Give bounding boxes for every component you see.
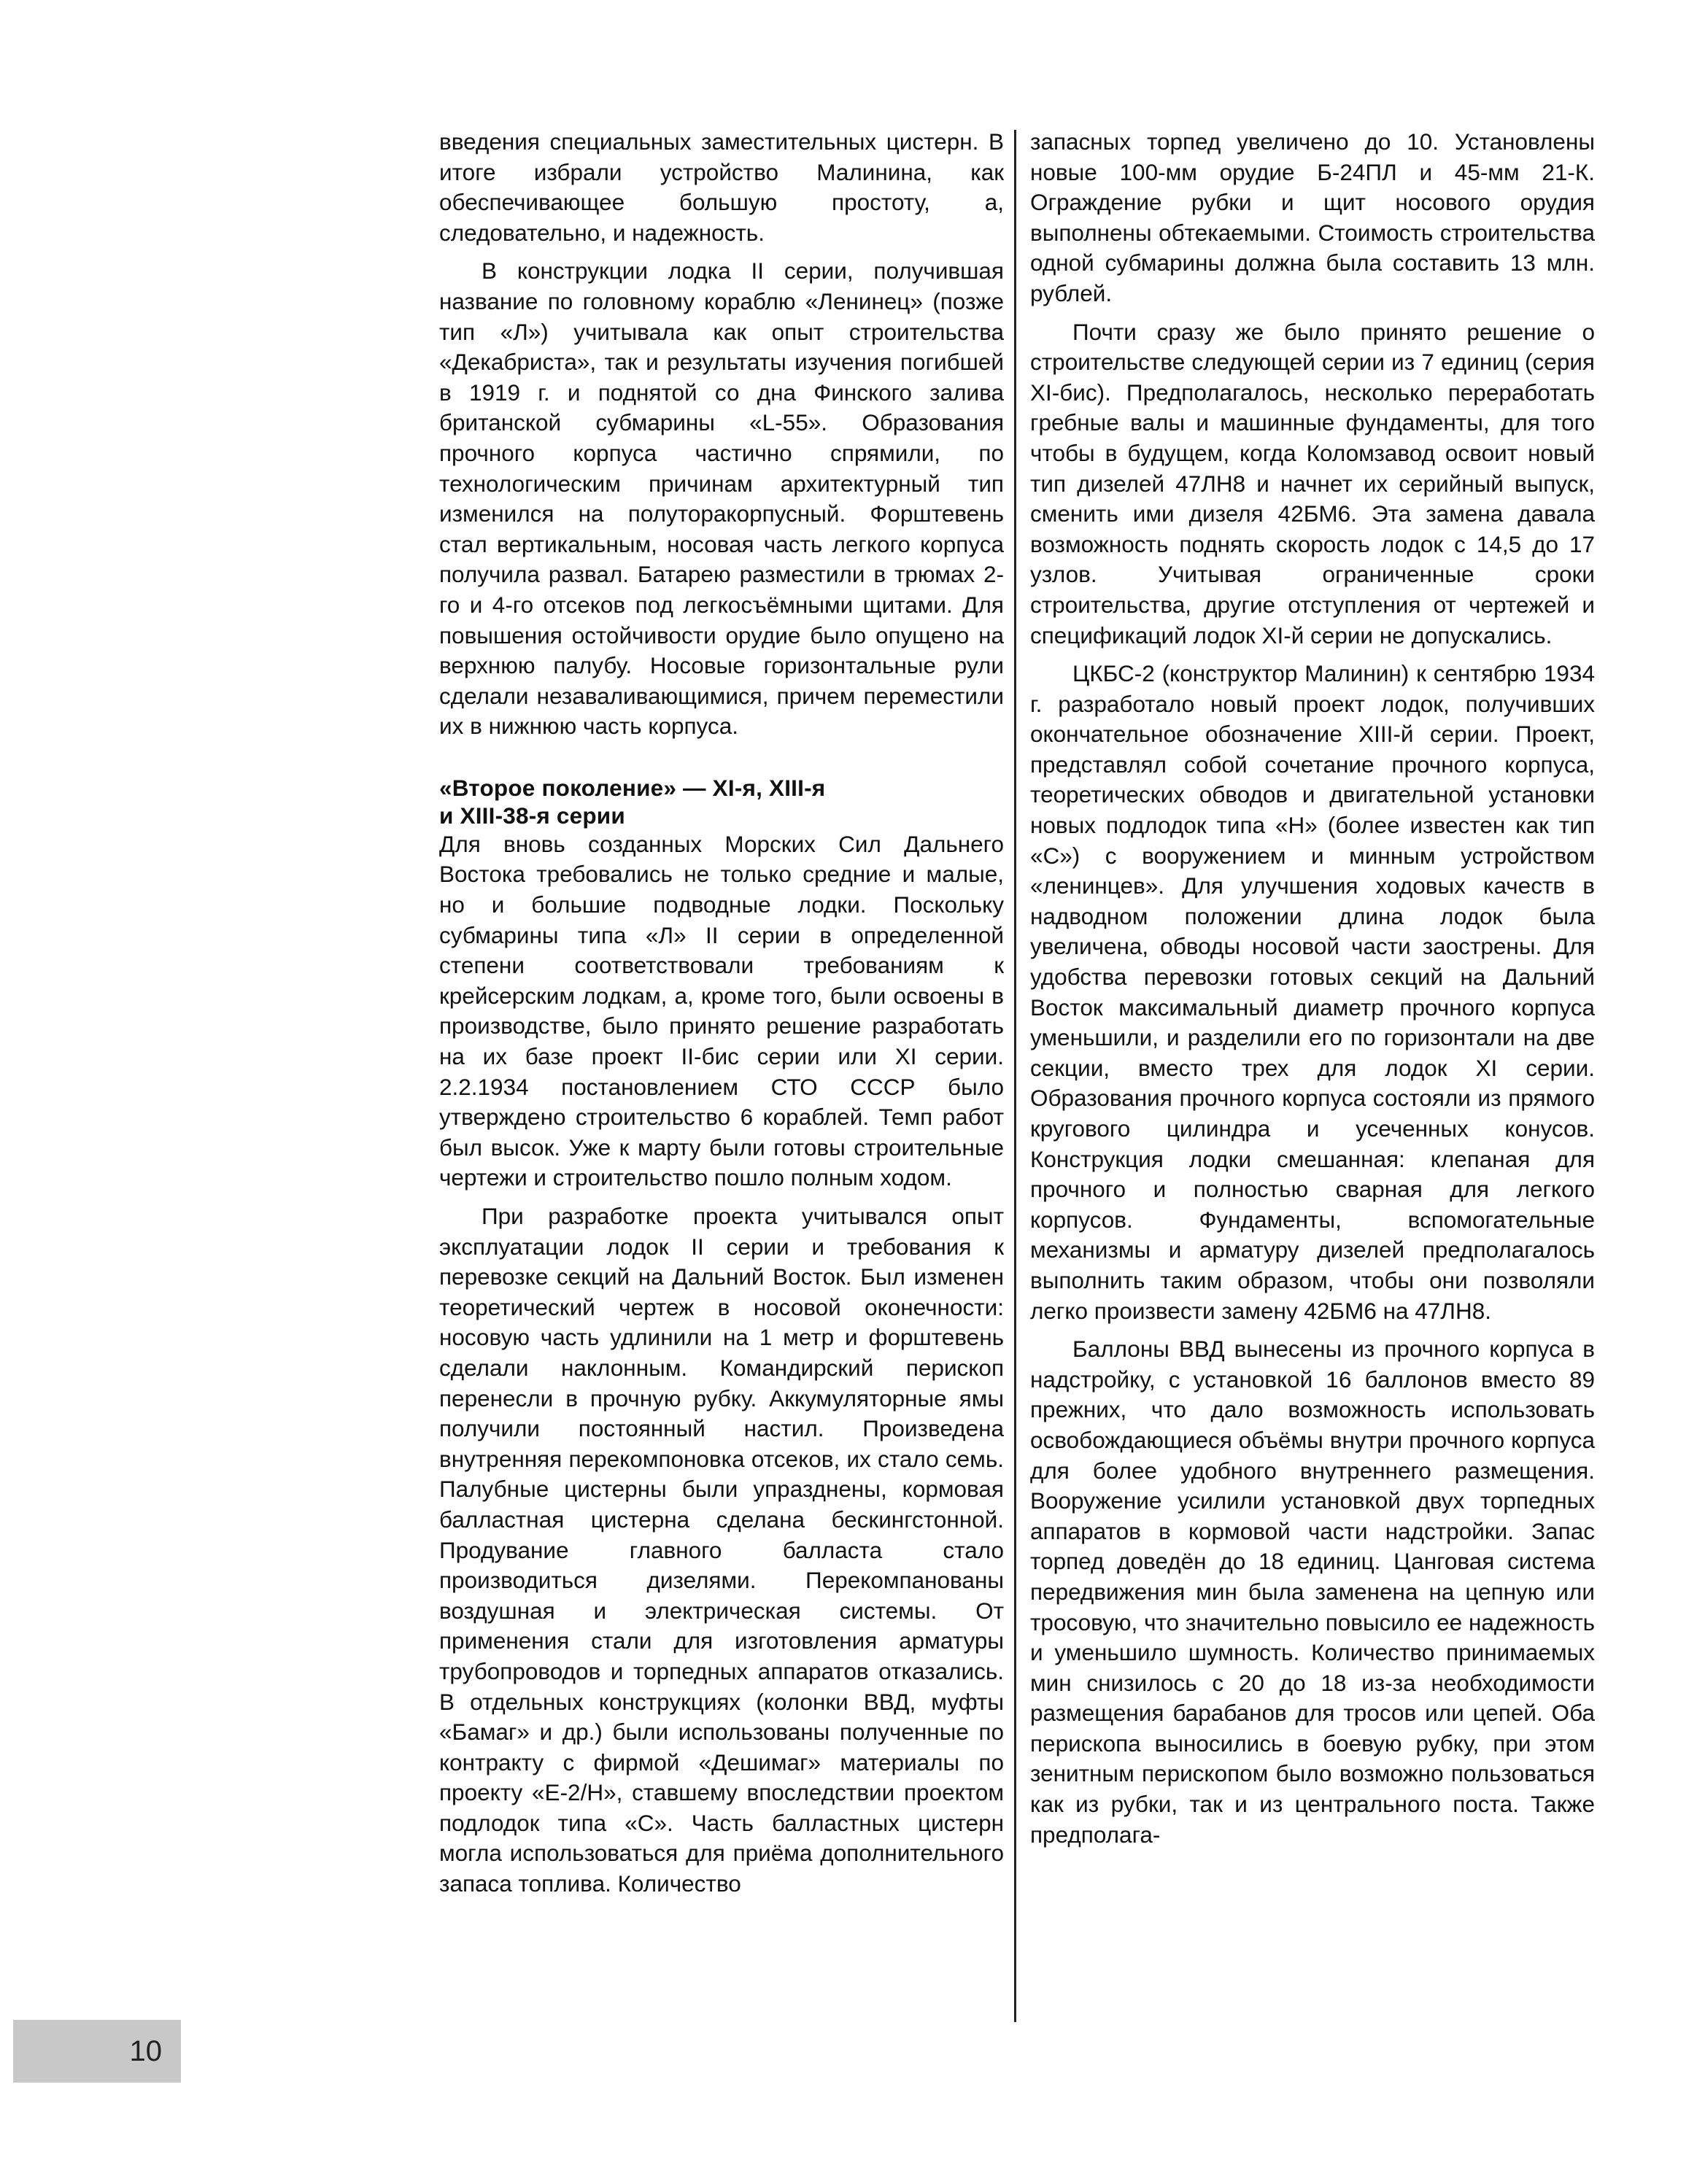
paragraph: Баллоны ВВД вынесены из прочного корпуса в надстройку, с установкой 16 баллонов вместо 89 прежних, что дало возможность использовать освобождающиеся объёмы внутри прочного корпуса для более удобного внутреннего размещения. Вооружение усилили установкой двух торпедных аппаратов в кормовой части надстройки. Запас торпед доведён до 18 единиц. Цанговая система передвижения мин была заменена на цепную или тросовую, что значительно повысило ее надежность и уменьшило шумность. Количество принимаемых мин снизилось с 20 до 18 из-за необходимости размещения барабанов для тросов или цепей. Оба перископа выносились в боевую рубку, при этом зенитным перископом было возможно пользоваться как из рубки, так и из центрального поста. Также предполага-: [1030, 1336, 1595, 1848]
page-number: 10: [129, 2035, 162, 2067]
page-number-tab: [13, 2020, 181, 2083]
paragraph: запасных торпед увеличено до 10. Установлены новые 100-мм орудие Б-24ПЛ и 45-мм 21-К. Ограждение рубки и щит носового орудия выполнены обтекаемыми. Стоимость строительства одной субмарины должна была составить 13 млн. рублей.: [1030, 128, 1595, 306]
section-heading: [439, 774, 1004, 829]
paragraph: Для вновь созданных Морских Сил Дальнего Востока требовались не только средние и малые, но и большие подводные лодки. Поскольку субмарины типа «Л» II серии в определенной степени соответствовали требованиям к крейсерским лодкам, а, кроме того, были освоены в производстве, было принято решение разработать на их базе проект II-бис серии или XI серии. 2.2.1934 постановлением СТО СССР было утверждено строительство 6 кораблей. Темп работ был высок. Уже к марту были готовы строительные чертежи и строительство пошло полным ходом.: [439, 830, 1004, 1191]
left-text-column: [439, 127, 1004, 1900]
paragraph: ЦКБС-2 (конструктор Малинин) к сентябрю 1934 г. разработало новый проект лодок, получивших окончательное обозначение XIII-й серии. Проект, представлял собой сочетание прочного корпуса, теоретических обводов и двигательной установки новых подлодок типа «Н» (более известен как тип «С») с вооружением и минным устройством «ленинцев». Для улучшения ходовых качеств в надводном положении длина лодок была увеличена, обводы носовой части заострены. Для удобства перевозки готовых секций на Дальний Восток максимальный диаметр прочного корпуса уменьшили, и разделили его по горизонтали на две секции, вместо трех для лодок XI серии. Образования прочного корпуса состояли из прямого кругового цилиндра и усеченных конусов. Конструкция лодки смешанная: клепаная для прочного и полностью сварная для легкого корпусов. Фундаменты, вспомогательные механизмы и арматуру дизелей предполагалось выполнить таким образом, чтобы они позволяли легко произвести замену 42БМ6 на 47ЛН8.: [1030, 660, 1595, 1324]
paragraph: В конструкции лодка II серии, получившая название по головному кораблю «Ленинец» (позже тип «Л») учитывала как опыт строительства «Декабриста», так и результаты изучения погибшей в 1919 г. и поднятой со дна Финского залива британской субмарины «L-55». Образования прочного корпуса частично спрямили, по технологическим причинам архитектурный тип изменился на полуторакорпусный. Форштевень стал вертикальным, носовая часть легкого корпуса получила развал. Батарею разместили в трюмах 2-го и 4-го отсеков под легкосъёмными щитами. Для повышения остойчивости орудие было опущено на верхнюю палубу. Носовые горизонтальные рули сделали незаваливающимися, причем переместили их в нижнюю часть корпуса.: [439, 257, 1004, 740]
paragraph: При разработке проекта учитывался опыт эксплуатации лодок II серии и требования к перевозке секций на Дальний Восток. Был изменен теоретический чертеж в носовой оконечности: носовую часть удлинили на 1 метр и форштевень сделали наклонным. Командирский перископ перенесли в прочную рубку. Аккумуляторные ямы получили постоянный настил. Произведена внутренняя перекомпоновка отсеков, их стало семь. Палубные цистерны были упразднены, кормовая балластная цистерна сделана бескингстонной. Продувание главного балласта стало производиться дизелями. Перекомпанованы воздушная и электрическая системы. От применения стали для изготовления арматуры трубопроводов и торпедных аппаратов отказались. В отдельных конструкциях (колонки ВВД, муфты «Бамаг» и др.) были использованы полученные по контракту с фирмой «Дешимаг» материалы по проекту «Е-2/Н», ставшему впоследствии проектом подлодок типа «С». Часть балластных цистерн могла использоваться для приёма дополнительного запаса топлива. Количество: [439, 1203, 1004, 1897]
section-heading-line: «Второе поколение» — XI-я, XIII-я: [439, 774, 826, 801]
paragraph: введения специальных заместительных цистерн. В итоге избрали устройство Малинина, как обеспечивающее большую простоту, а, следовательно, и надежность.: [439, 128, 1004, 246]
section-heading-line: и XIII-38-я серии: [439, 802, 625, 829]
column-divider: [1014, 130, 1016, 2022]
paragraph: Почти сразу же было принято решение о строительстве следующей серии из 7 единиц (серия XI-бис). Предполагалось, несколько переработать гребные валы и машинные фундаменты, для того чтобы в будущем, когда Коломзавод освоит новый тип дизелей 47ЛН8 и начнет их серийный выпуск, сменить ими дизеля 42БМ6. Эта замена давала возможность поднять скорость лодок с 14,5 до 17 узлов. Учитывая ограниченные сроки строительства, другие отступления от чертежей и спецификаций лодок XI-й серии не допускались.: [1030, 318, 1595, 648]
right-text-column: [1030, 127, 1595, 1850]
